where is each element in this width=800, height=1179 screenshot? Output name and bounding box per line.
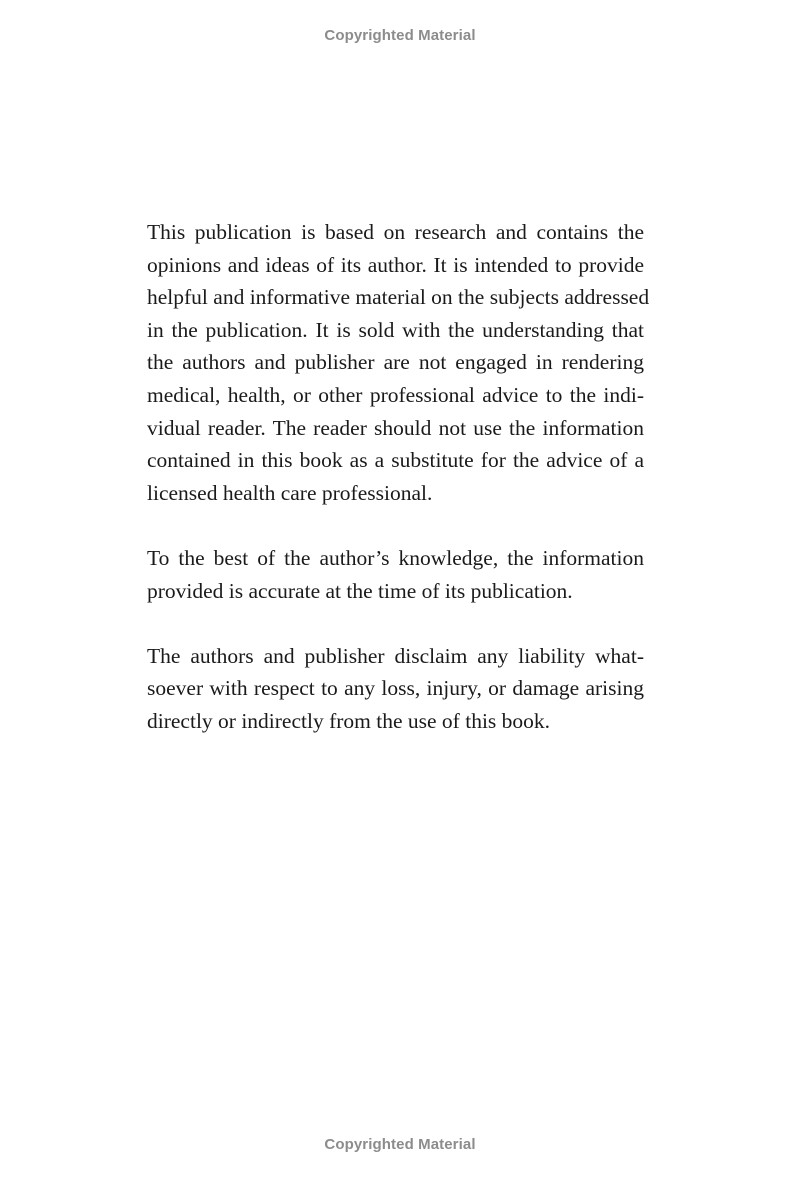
paragraph-line: The authors and publisher disclaim any liability what- <box>147 643 644 668</box>
disclaimer-text <box>127 216 650 770</box>
paragraph-line: licensed health care professional. <box>147 480 433 505</box>
paragraph-line: provided is accurate at the time of its publication. <box>147 578 573 603</box>
paragraph-line: medical, health, or other professional advice to the indi- <box>147 382 644 407</box>
paragraph-line: in the publication. It is sold with the understanding that <box>147 317 644 342</box>
paragraph-line: vidual reader. The reader should not use the information <box>147 415 644 440</box>
paragraph-line: helpful and informative material on the subjects addressed <box>147 285 650 310</box>
copyright-watermark-top: Copyrighted Material <box>324 27 476 44</box>
disclaimer-paragraph-liability <box>127 640 644 738</box>
disclaimer-paragraph-accuracy <box>127 542 644 607</box>
paragraph-line: the authors and publisher are not engaged in rendering <box>147 350 644 375</box>
paragraph-line: To the best of the author’s knowledge, the information <box>147 545 644 570</box>
paragraph-line: This publication is based on research and contains the <box>147 220 644 244</box>
paragraph-line: opinions and ideas of its author. It is intended to provide <box>147 252 644 277</box>
disclaimer-paragraph-research <box>127 216 650 509</box>
paragraph-line: soever with respect to any loss, injury, or damage arising <box>147 676 644 701</box>
paragraph-line: contained in this book as a substitute for the advice of a <box>147 448 644 473</box>
copyright-watermark-bottom: Copyrighted Material <box>324 1136 476 1153</box>
paragraph-line: directly or indirectly from the use of this book. <box>147 708 551 733</box>
